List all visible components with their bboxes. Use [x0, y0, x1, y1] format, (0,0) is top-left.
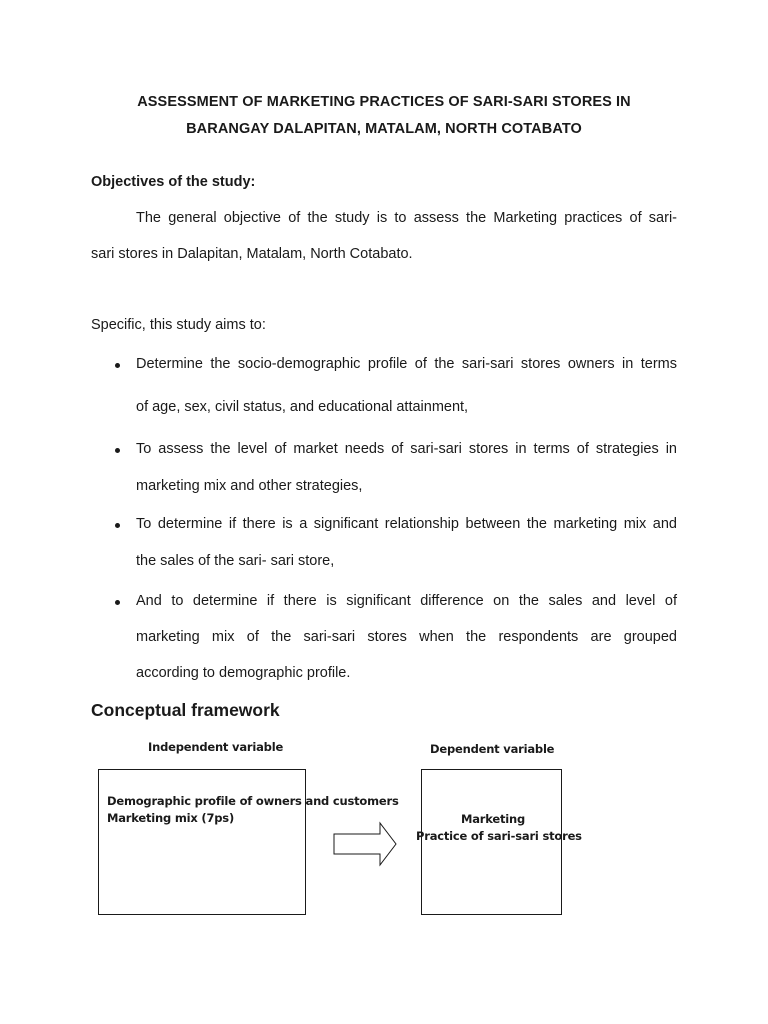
specific-intro: Specific, this study aims to: — [91, 317, 266, 333]
objectives-heading: Objectives of the study: — [91, 174, 256, 190]
dependent-box-line-1: Marketing — [461, 812, 526, 826]
bullet-3-line-2: the sales of the sari- sari store, — [136, 553, 335, 569]
bullet-dot — [115, 523, 120, 528]
bullet-3-line-1: To determine if there is a significant relationship between the marketing mix and — [136, 516, 677, 532]
general-objective-line-2: sari stores in Dalapitan, Matalam, North Cotabato. — [91, 246, 413, 262]
bullet-4-line-3: according to demographic profile. — [136, 665, 351, 681]
bullet-2-line-2: marketing mix and other strategies, — [136, 478, 363, 494]
independent-variable-box — [98, 769, 306, 915]
bullet-dot — [115, 363, 120, 368]
title-line-1: ASSESSMENT OF MARKETING PRACTICES OF SARI-SARI STORES IN — [137, 94, 631, 110]
general-objective-line-1: The general objective of the study is to assess the Marketing practices of sari- — [136, 210, 677, 226]
bullet-4-line-1: And to determine if there is significant difference on the sales and level of — [136, 593, 677, 609]
bullet-2-line-1: To assess the level of market needs of sari-sari stores in terms of strategies in — [136, 441, 677, 457]
bullet-1-line-2: of age, sex, civil status, and educational attainment, — [136, 399, 469, 415]
bullet-1-line-1: Determine the socio-demographic profile of the sari-sari stores owners in terms — [136, 356, 677, 372]
title-line-2: BARANGAY DALAPITAN, MATALAM, NORTH COTABATO — [186, 121, 582, 137]
independent-box-line-1: Demographic profile of owners and customers — [107, 794, 399, 808]
framework-heading: Conceptual framework — [91, 700, 280, 720]
dependent-variable-label: Dependent variable — [430, 742, 555, 756]
independent-box-line-2: Marketing mix (7ps) — [107, 811, 235, 825]
bullet-dot — [115, 448, 120, 453]
independent-variable-label: Independent variable — [148, 740, 284, 754]
right-arrow-icon — [332, 820, 400, 868]
bullet-4-line-2: marketing mix of the sari-sari stores when the respondents are grouped — [136, 629, 677, 645]
bullet-dot — [115, 600, 120, 605]
dependent-box-line-2: Practice of sari-sari stores — [416, 829, 582, 843]
